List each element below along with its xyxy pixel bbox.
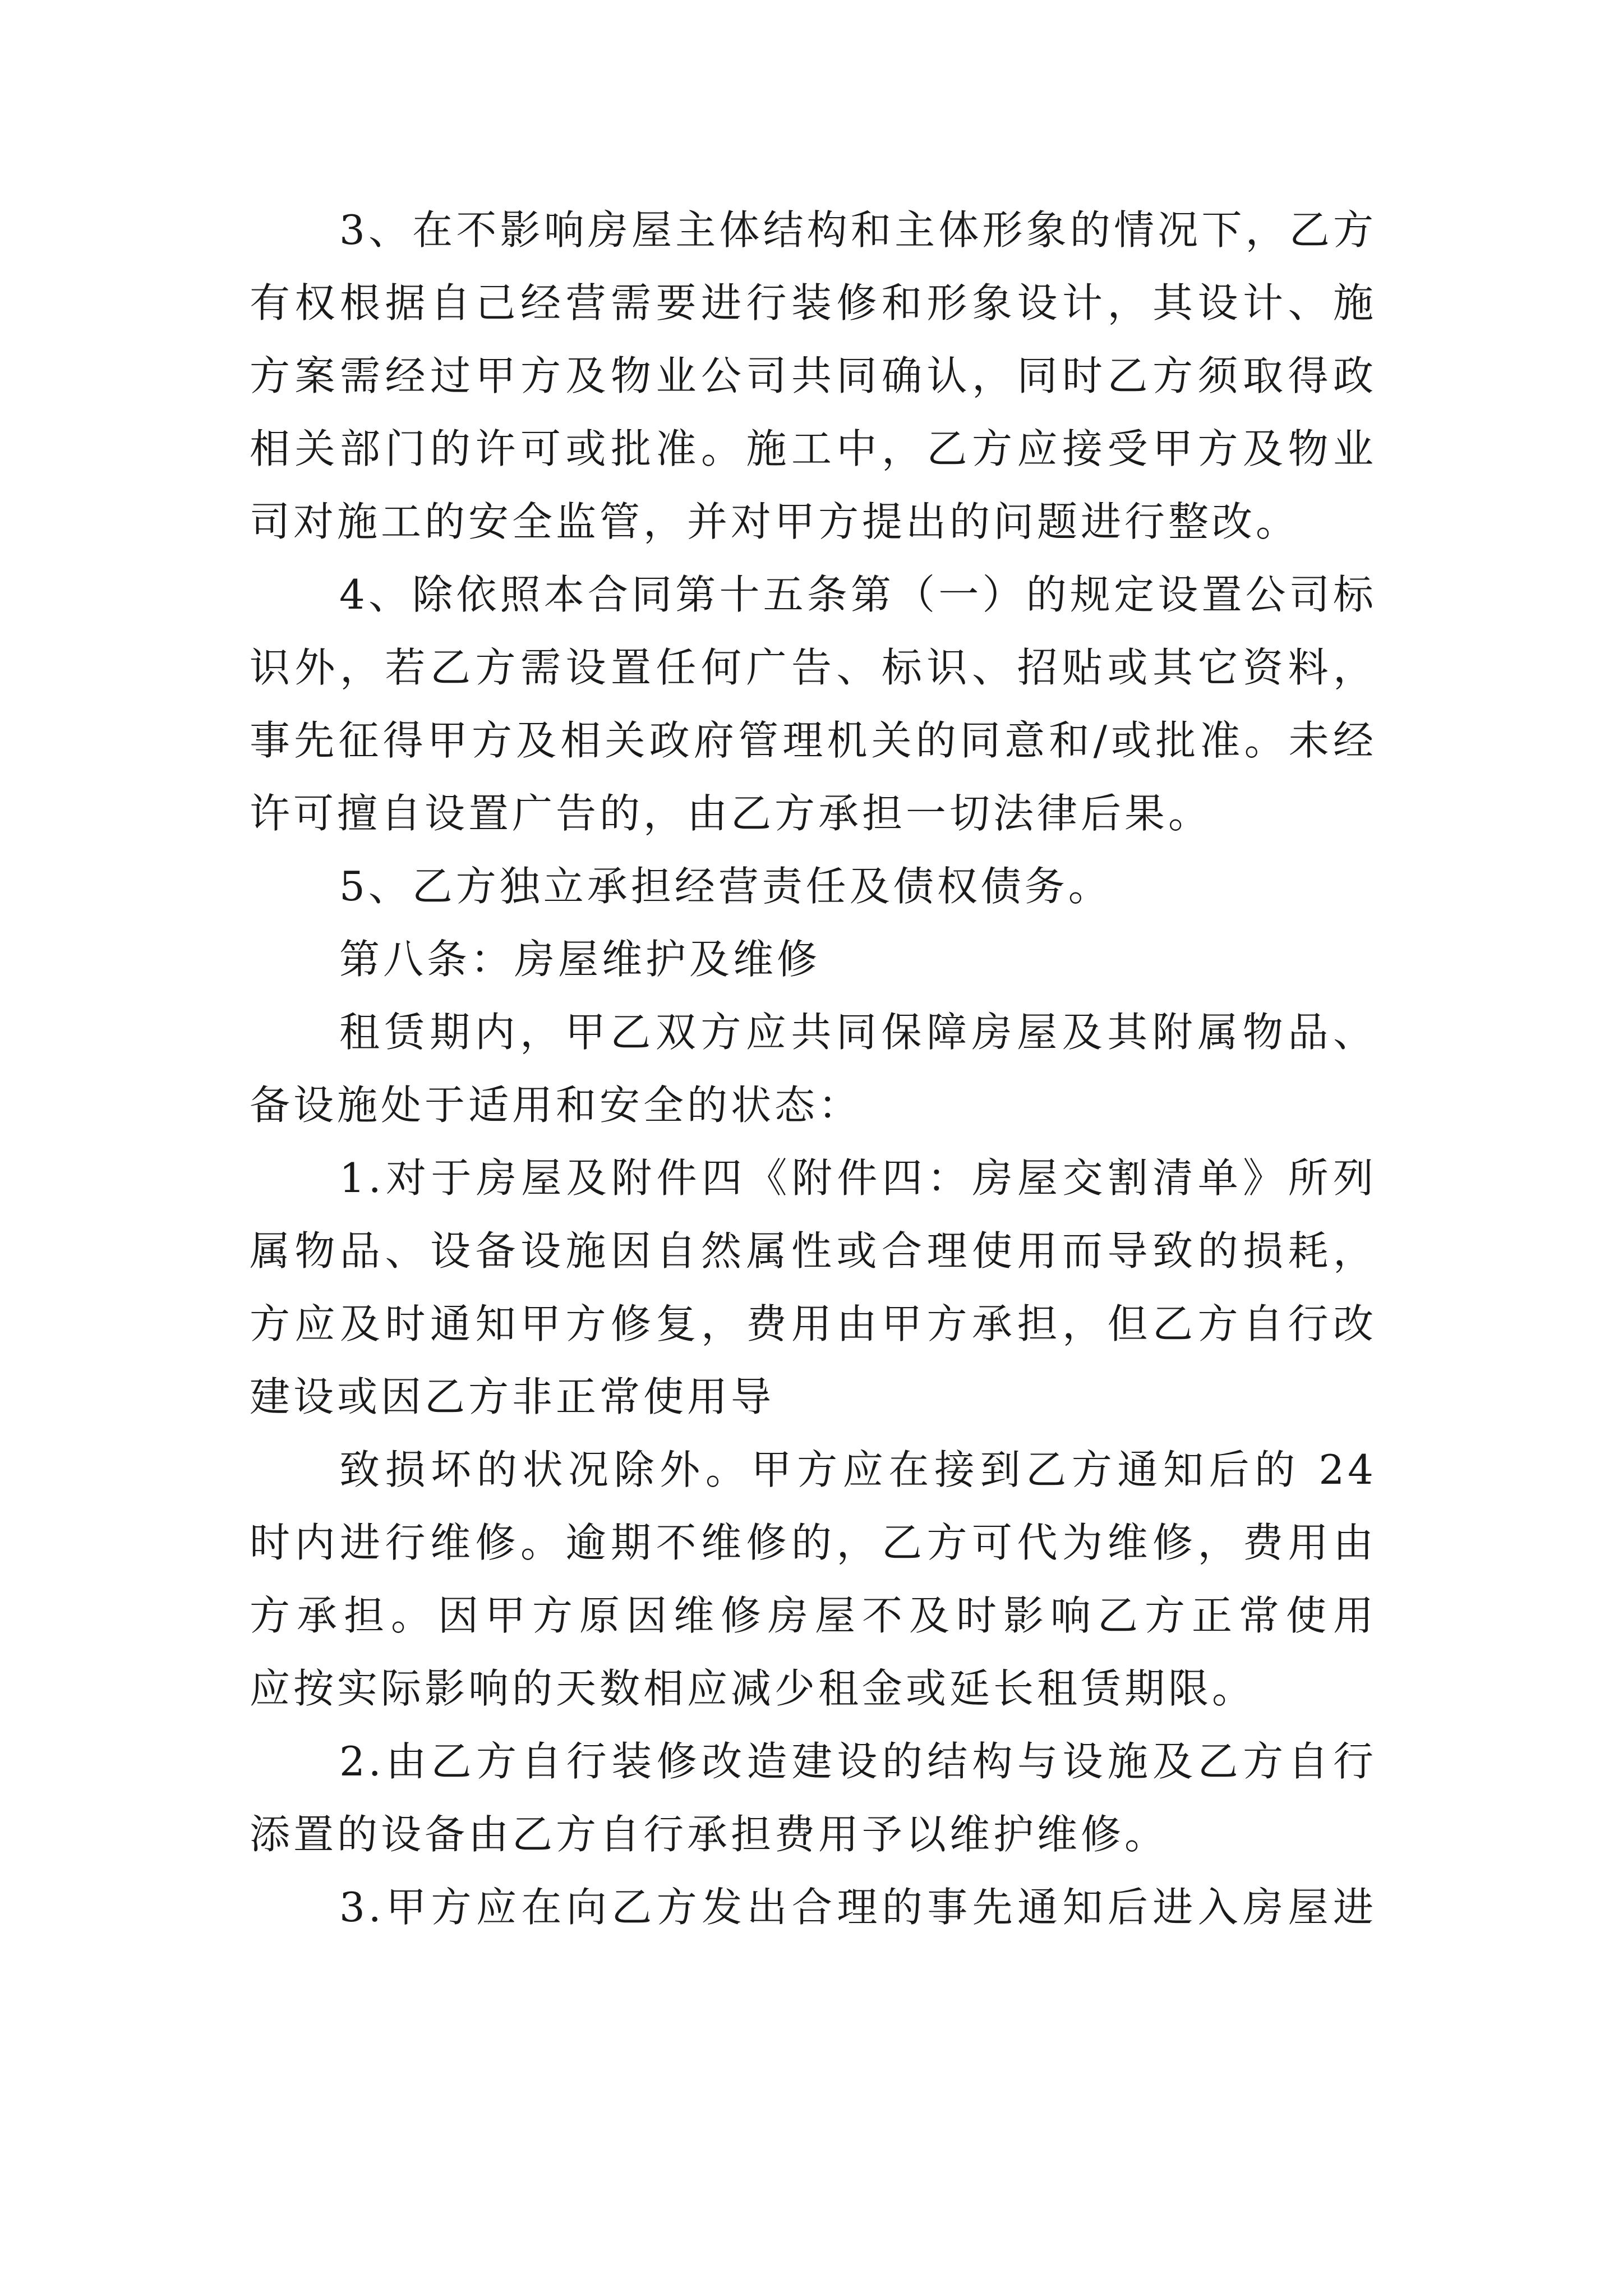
text-line: 方案需经过甲方及物业公司共同确认，同时乙方须取得政 <box>250 352 1377 399</box>
text-line: 许可擅自设置广告的，由乙方承担一切法律后果。 <box>250 790 1212 837</box>
text-line: 3、在不影响房屋主体结构和主体形象的情况下，乙方 <box>339 206 1377 254</box>
text-line: 3.甲方应在向乙方发出合理的事先通知后进入房屋进 <box>339 1884 1377 1931</box>
text-line: 备设施处于适用和安全的状态： <box>250 1082 863 1129</box>
text-line: 有权根据自己经营需要进行装修和形象设计，其设计、施 <box>250 279 1377 326</box>
text-line: 添置的设备由乙方自行承担费用予以维护维修。 <box>250 1811 1169 1858</box>
text-line: 事先征得甲方及相关政府管理机关的同意和/或批准。未经 <box>250 717 1377 764</box>
text-line: 租赁期内，甲乙双方应共同保障房屋及其附属物品、 <box>339 1009 1377 1056</box>
text-line: 致损坏的状况除外。甲方应在接到乙方通知后的 24 <box>339 1446 1377 1493</box>
text-line: 5、乙方独立承担经营责任及债权债务。 <box>339 863 1112 910</box>
text-line: 1.对于房屋及附件四《附件四：房屋交割清单》所列 <box>339 1154 1377 1202</box>
text-line: 建设或因乙方非正常使用导 <box>250 1373 775 1420</box>
section-heading: 第八条：房屋维护及维修 <box>339 936 821 983</box>
text-line: 方应及时通知甲方修复，费用由甲方承担，但乙方自行改 <box>250 1300 1377 1347</box>
text-line: 方承担。因甲方原因维修房屋不及时影响乙方正常使用 <box>250 1592 1377 1639</box>
text-line: 识外，若乙方需设置任何广告、标识、招贴或其它资料， <box>250 644 1377 691</box>
text-line: 4、除依照本合同第十五条第（一）的规定设置公司标 <box>339 571 1377 618</box>
text-line: 相关部门的许可或批准。施工中，乙方应接受甲方及物业 <box>250 425 1377 472</box>
contract-text <box>250 194 1377 1944</box>
text-line: 时内进行维修。逾期不维修的，乙方可代为维修，费用由 <box>250 1519 1377 1566</box>
text-line: 应按实际影响的天数相应减少租金或延长租赁期限。 <box>250 1665 1256 1712</box>
text-line: 属物品、设备设施因自然属性或合理使用而导致的损耗， <box>250 1227 1377 1274</box>
text-line: 2.由乙方自行装修改造建设的结构与设施及乙方自行 <box>339 1738 1377 1785</box>
text-line: 司对施工的安全监管，并对甲方提出的问题进行整改。 <box>250 498 1300 545</box>
